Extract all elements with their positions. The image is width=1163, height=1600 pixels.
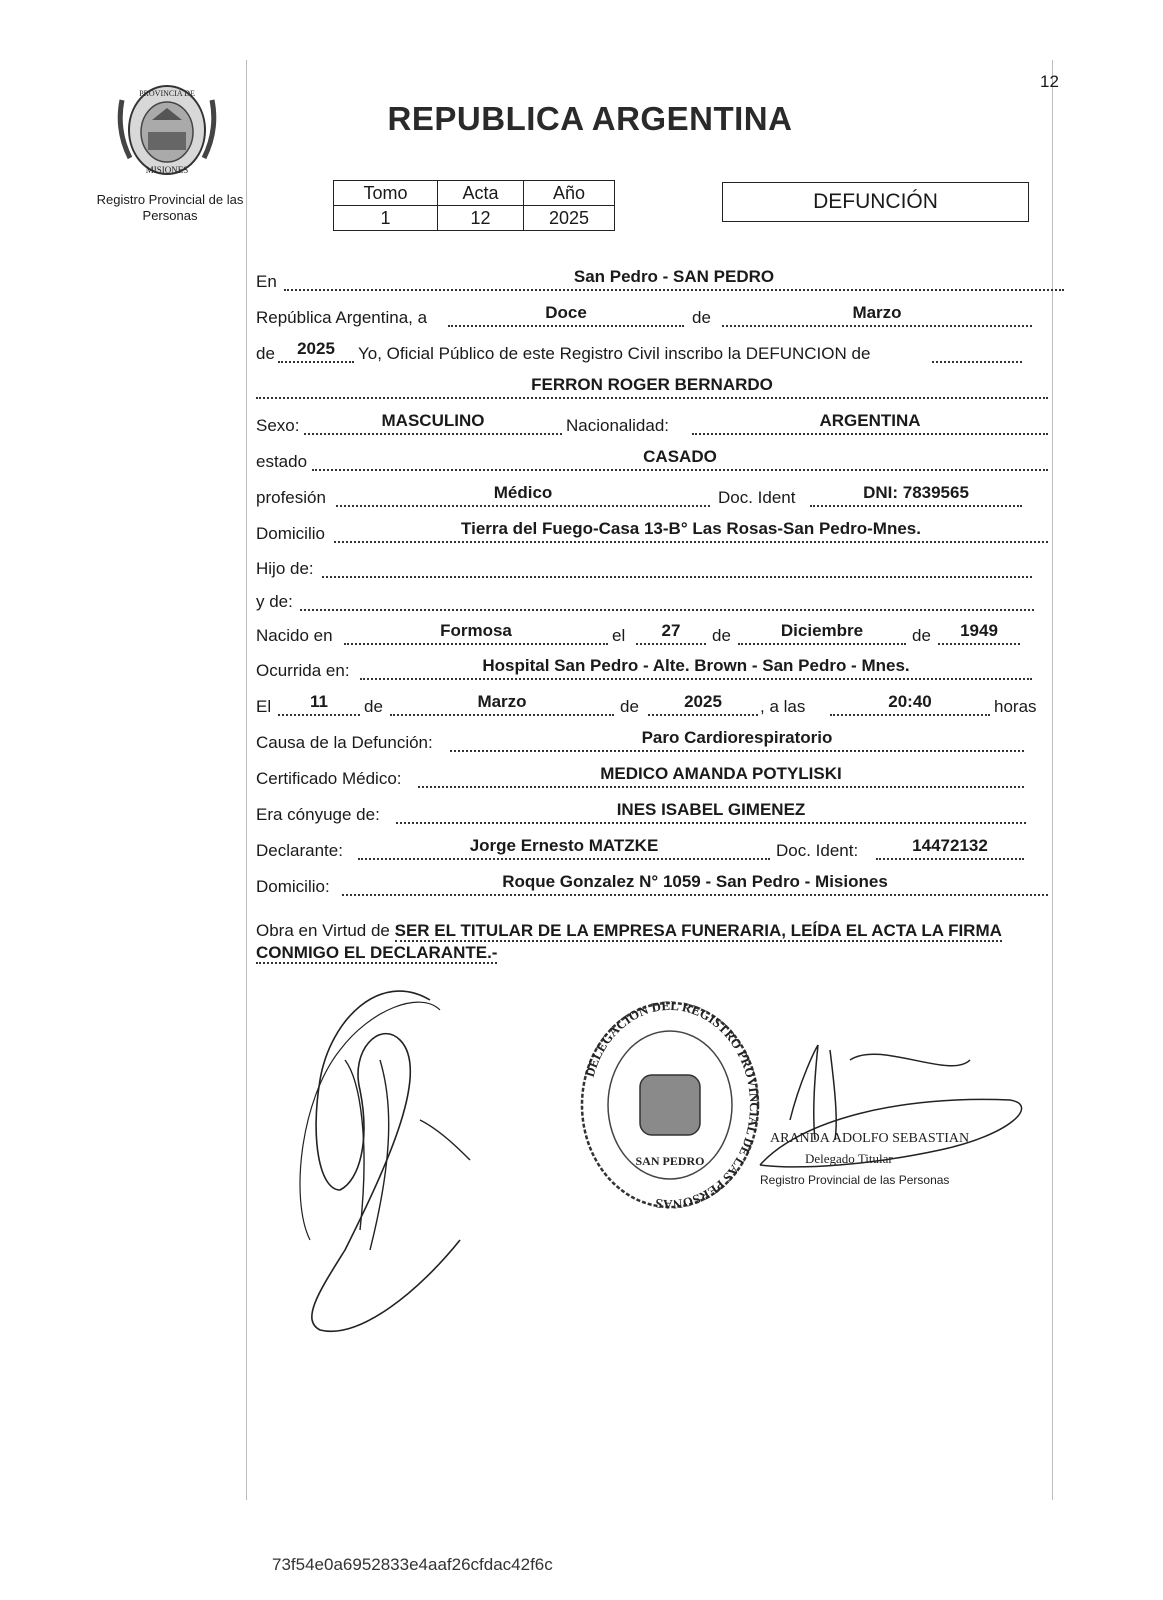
causa-label: Causa de la Defunción: (256, 733, 433, 752)
value-anio: 2025 (524, 206, 615, 231)
value-acta: 12 (438, 206, 524, 231)
row-fecha (256, 303, 1066, 336)
row-anio (256, 339, 1066, 372)
rep-label: República Argentina, a (256, 308, 428, 327)
row-fecha-defuncion (256, 692, 1066, 725)
en-label: En (256, 272, 277, 291)
nacionalidad-label: Nacionalidad: (566, 416, 670, 435)
ocurrida-value: Hospital San Pedro - Alte. Brown - San Pedro - Mnes. (360, 656, 1032, 680)
nac-anio-value: 1949 (938, 621, 1020, 645)
def-dia-value: 11 (278, 692, 360, 716)
certificado-label: Certificado Médico: (256, 769, 402, 788)
yo-text: Yo, Oficial Público de este Registro Civil inscribo la DEFUNCION de (358, 344, 871, 363)
value-tomo: 1 (334, 206, 438, 231)
de-label-1: de (692, 308, 711, 327)
row-conyuge (256, 800, 1066, 833)
sexo-label: Sexo: (256, 416, 300, 435)
provincia-seal-icon (112, 80, 222, 180)
header-tomo: Tomo (334, 181, 438, 206)
hijo-value (322, 554, 1032, 578)
doc-label: Doc. Ident (718, 488, 796, 507)
ocurrida-label: Ocurrida en: (256, 661, 350, 680)
acta-table (333, 180, 615, 231)
row-hijo (256, 559, 1066, 587)
row-sexo (256, 411, 1066, 444)
yde-label: y de: (256, 592, 293, 611)
row-certificado (256, 764, 1066, 797)
def-mes-value: Marzo (390, 692, 614, 716)
row-en (256, 267, 1066, 300)
doc2-label: Doc. Ident: (776, 841, 859, 860)
dia-value: Doce (448, 303, 684, 327)
stamp-ring-text: DELEGACION DEL REGISTRO PROVINCIAL DE LAS PERSONAS (581, 997, 763, 1213)
estado-value: CASADO (312, 447, 1048, 471)
obra-label: Obra en Virtud de (256, 921, 390, 940)
seal-top-text: PROVINCIA DE (139, 89, 195, 98)
profesion-label: profesión (256, 488, 326, 507)
conyuge-label: Era cónyuge de: (256, 805, 380, 824)
def-anio-value: 2025 (648, 692, 758, 716)
official-name: ARANDA ADOLFO SEBASTIAN (770, 1131, 970, 1146)
document-hash: 73f54e0a6952833e4aaf26cfdac42f6c (272, 1555, 553, 1574)
nac-mes-value: Diciembre (738, 621, 906, 645)
page-title: REPUBLICA ARGENTINA (387, 100, 793, 137)
obra-en-virtud (256, 920, 1066, 964)
en-value: San Pedro - SAN PEDRO (284, 267, 1064, 291)
doc-value: DNI: 7839565 (810, 483, 1022, 507)
de-label-4: de (912, 626, 931, 645)
de-label-6: de (620, 697, 639, 716)
el2-label: El (256, 697, 272, 716)
row-nacido (256, 621, 1066, 654)
left-margin-line (246, 60, 247, 1500)
row-profesion (256, 483, 1066, 516)
horas-label: horas (994, 697, 1037, 716)
hijo-label: Hijo de: (256, 559, 314, 578)
certificado-value: MEDICO AMANDA POTYLISKI (418, 764, 1024, 788)
profesion-value: Médico (336, 483, 710, 507)
domicilio2-label: Domicilio: (256, 877, 330, 896)
declarante-value: Jorge Ernesto MATZKE (358, 836, 770, 860)
de-label-3: de (712, 626, 731, 645)
nac-dia-value: 27 (636, 621, 706, 645)
seal-bottom-text: MISIONES (145, 165, 189, 175)
official-office: Registro Provincial de las Personas (760, 1173, 950, 1187)
row-domicilio (256, 519, 1066, 552)
declarante-label: Declarante: (256, 841, 343, 860)
yo-dots (932, 339, 1022, 363)
obra-value: SER EL TITULAR DE LA EMPRESA FUNERARIA, LEÍDA EL ACTA LA FIRMA CONMIGO EL DECLARANTE.- (256, 921, 1002, 962)
hora-value: 20:40 (830, 692, 990, 716)
domicilio2-value: Roque Gonzalez N° 1059 - San Pedro - Misiones (342, 872, 1048, 896)
mes-value: Marzo (722, 303, 1032, 327)
row-ocurrida (256, 656, 1066, 689)
doc2-value: 14472132 (876, 836, 1024, 860)
domicilio-label: Domicilio (256, 524, 325, 543)
sexo-value: MASCULINO (304, 411, 562, 435)
yde-value (300, 587, 1034, 611)
row-declarante (256, 836, 1066, 869)
row-causa (256, 728, 1066, 761)
nacionalidad-value: ARGENTINA (692, 411, 1048, 435)
nacido-value: Formosa (344, 621, 608, 645)
domicilio-value: Tierra del Fuego-Casa 13-B° Las Rosas-San Pedro-Mnes. (334, 519, 1048, 543)
anio-value: 2025 (278, 339, 354, 363)
header-acta: Acta (438, 181, 524, 206)
row-domicilio2 (256, 872, 1066, 905)
de-label-5: de (364, 697, 383, 716)
row-estado (256, 447, 1066, 480)
conyuge-value: INES ISABEL GIMENEZ (396, 800, 1026, 824)
estado-label: estado (256, 452, 308, 471)
page-number: 12 (1040, 72, 1059, 91)
causa-value: Paro Cardiorespiratorio (450, 728, 1024, 752)
el-label: el (612, 626, 626, 645)
alas-label: , a las (760, 697, 806, 716)
row-yde (256, 592, 1066, 620)
nombre-value: FERRON ROGER BERNARDO (256, 375, 1048, 399)
official-role: Delegado Titular (805, 1151, 893, 1166)
stamp-center-text: SAN PEDRO (635, 1154, 705, 1168)
de-label-2: de (256, 344, 275, 363)
row-nombre (256, 375, 1066, 408)
registro-label: Registro Provincial de las Personas (96, 192, 244, 223)
nacido-label: Nacido en (256, 626, 333, 645)
tipo-acta-box: DEFUNCIÓN (722, 182, 1029, 222)
header-anio: Año (524, 181, 615, 206)
